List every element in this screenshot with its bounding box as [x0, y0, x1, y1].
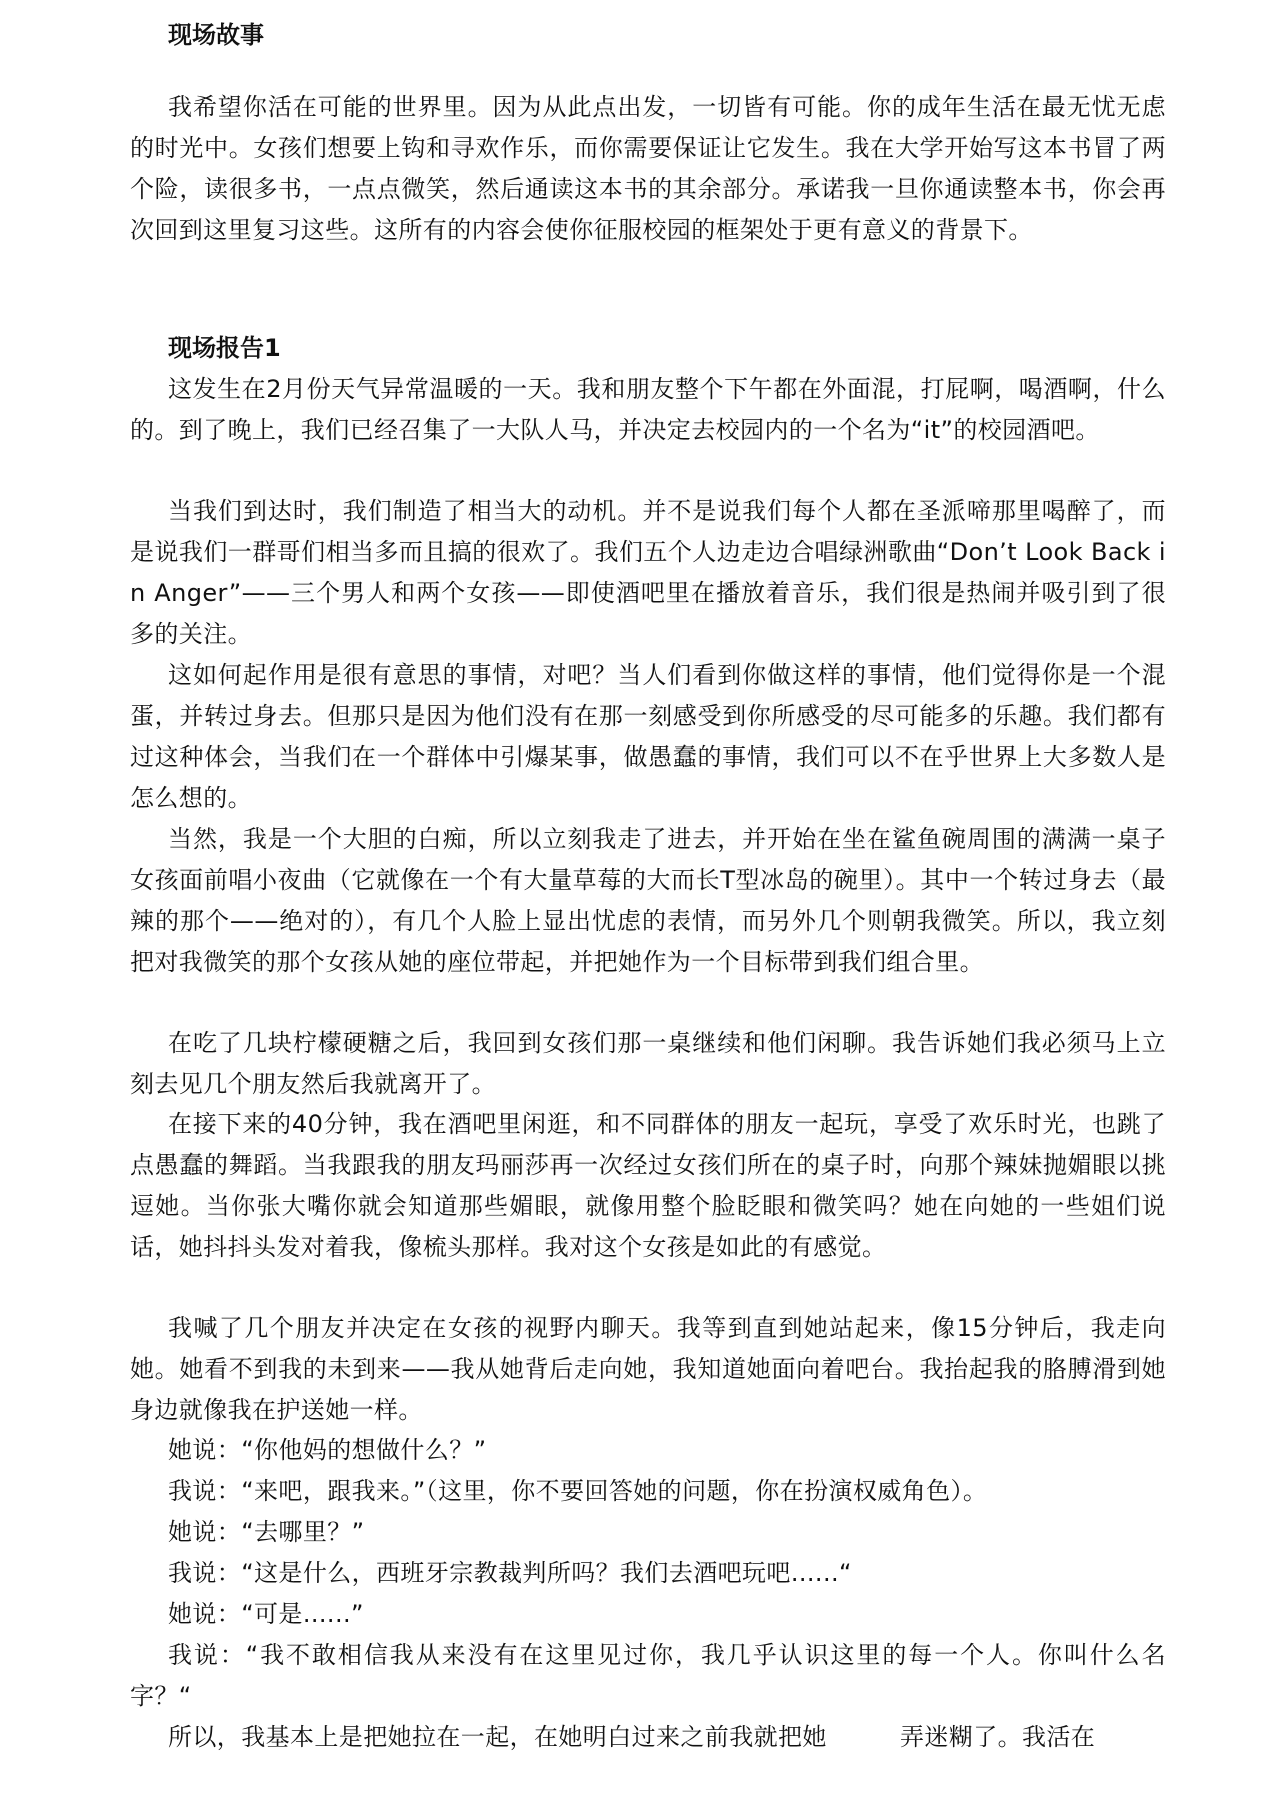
- dialogue-line-4: 我说：“这是什么，西班牙宗教裁判所吗？我们去酒吧玩吧......“: [168, 1559, 852, 1587]
- dialogue-line-6: 我说：“我不敢相信我从来没有在这里见过你，我几乎认识这里的每一个人。你叫什么名字？“: [130, 1641, 1166, 1710]
- paragraph-7: 我喊了几个朋友并决定在女孩的视野内聊天。我等到直到她站起来，像15分钟后，我走向她。她看不到我的未到来——我从她背后走向她，我知道她面向着吧台。我抬起我的胳膊滑到她身边就像我在护送她一样。: [130, 1314, 1166, 1424]
- paragraph-2: 当我们到达时，我们制造了相当大的动机。并不是说我们每个人都在圣派啼那里喝醉了，而是说我们一群哥们相当多而且搞的很欢了。我们五个人边走边合唱绿洲歌曲“Don’t Look Back in Anger”——三个男人和两个女孩——即使酒吧里在播放着音乐，我们很是热闹并吸引到了很多的关注。: [130, 497, 1166, 648]
- dialogue-line-2: 我说：“来吧，跟我来。”（这里，你不要回答她的问题，你在扮演权威角色）。: [168, 1477, 988, 1505]
- dialogue-line-5: 她说：“可是......”: [168, 1600, 364, 1628]
- section-heading-story: 现场故事: [168, 21, 264, 49]
- section-heading-report-1: 现场报告1: [168, 334, 281, 362]
- dialogue-line-3: 她说：“去哪里？”: [168, 1518, 365, 1546]
- paragraph-3: 这如何起作用是很有意思的事情，对吧？当人们看到你做这样的事情，他们觉得你是一个混蛋，并转过身去。但那只是因为他们没有在那一刻感受到你所感受的尽可能多的乐趣。我们都有过这种体会，当我们在一个群体中引爆某事，做愚蠢的事情，我们可以不在乎世界上大多数人是怎么想的。: [130, 661, 1166, 812]
- paragraph-intro: 我希望你活在可能的世界里。因为从此点出发，一切皆有可能。你的成年生活在最无忧无虑的时光中。女孩们想要上钩和寻欢作乐，而你需要保证让它发生。我在大学开始写这本书冒了两个险，读很多书，一点点微笑，然后通读这本书的其余部分。承诺我一旦你通读整本书，你会再次回到这里复习这些。这所有的内容会使你征服校园的框架处于更有意义的背景下。: [130, 93, 1166, 244]
- paragraph-6: 在接下来的40分钟，我在酒吧里闲逛，和不同群体的朋友一起玩，享受了欢乐时光，也跳了点愚蠢的舞蹈。当我跟我的朋友玛丽莎再一次经过女孩们所在的桌子时，向那个辣妹抛媚眼以挑逗她。当你张大嘴你就会知道那些媚眼，就像用整个脸眨眼和微笑吗？她在向她的一些姐们说话，她抖抖头发对着我，像梳头那样。我对这个女孩是如此的有感觉。: [130, 1110, 1166, 1261]
- paragraph-8: 所以，我基本上是把她拉在一起，在她明白过来之前我就把她 弄迷糊了。我活在: [168, 1723, 1096, 1751]
- paragraph-5: 在吃了几块柠檬硬糖之后，我回到女孩们那一桌继续和他们闲聊。我告诉她们我必须马上立刻去见几个朋友然后我就离开了。: [130, 1029, 1166, 1098]
- dialogue-line-1: 她说：“你他妈的想做什么？”: [168, 1436, 487, 1464]
- paragraph-1: 这发生在2月份天气异常温暖的一天。我和朋友整个下午都在外面混，打屁啊，喝酒啊，什么的。到了晚上，我们已经召集了一大队人马，并决定去校园内的一个名为“it”的校园酒吧。: [130, 375, 1166, 444]
- paragraph-4: 当然，我是一个大胆的白痴，所以立刻我走了进去，并开始在坐在鲨鱼碗周围的满满一桌子女孩面前唱小夜曲（它就像在一个有大量草莓的大而长T型冰岛的碗里）。其中一个转过身去（最辣的那个——绝对的），有几个人脸上显出忧虑的表情，而另外几个则朝我微笑。所以，我立刻把对我微笑的那个女孩从她的座位带起，并把她作为一个目标带到我们组合里。: [130, 825, 1166, 976]
